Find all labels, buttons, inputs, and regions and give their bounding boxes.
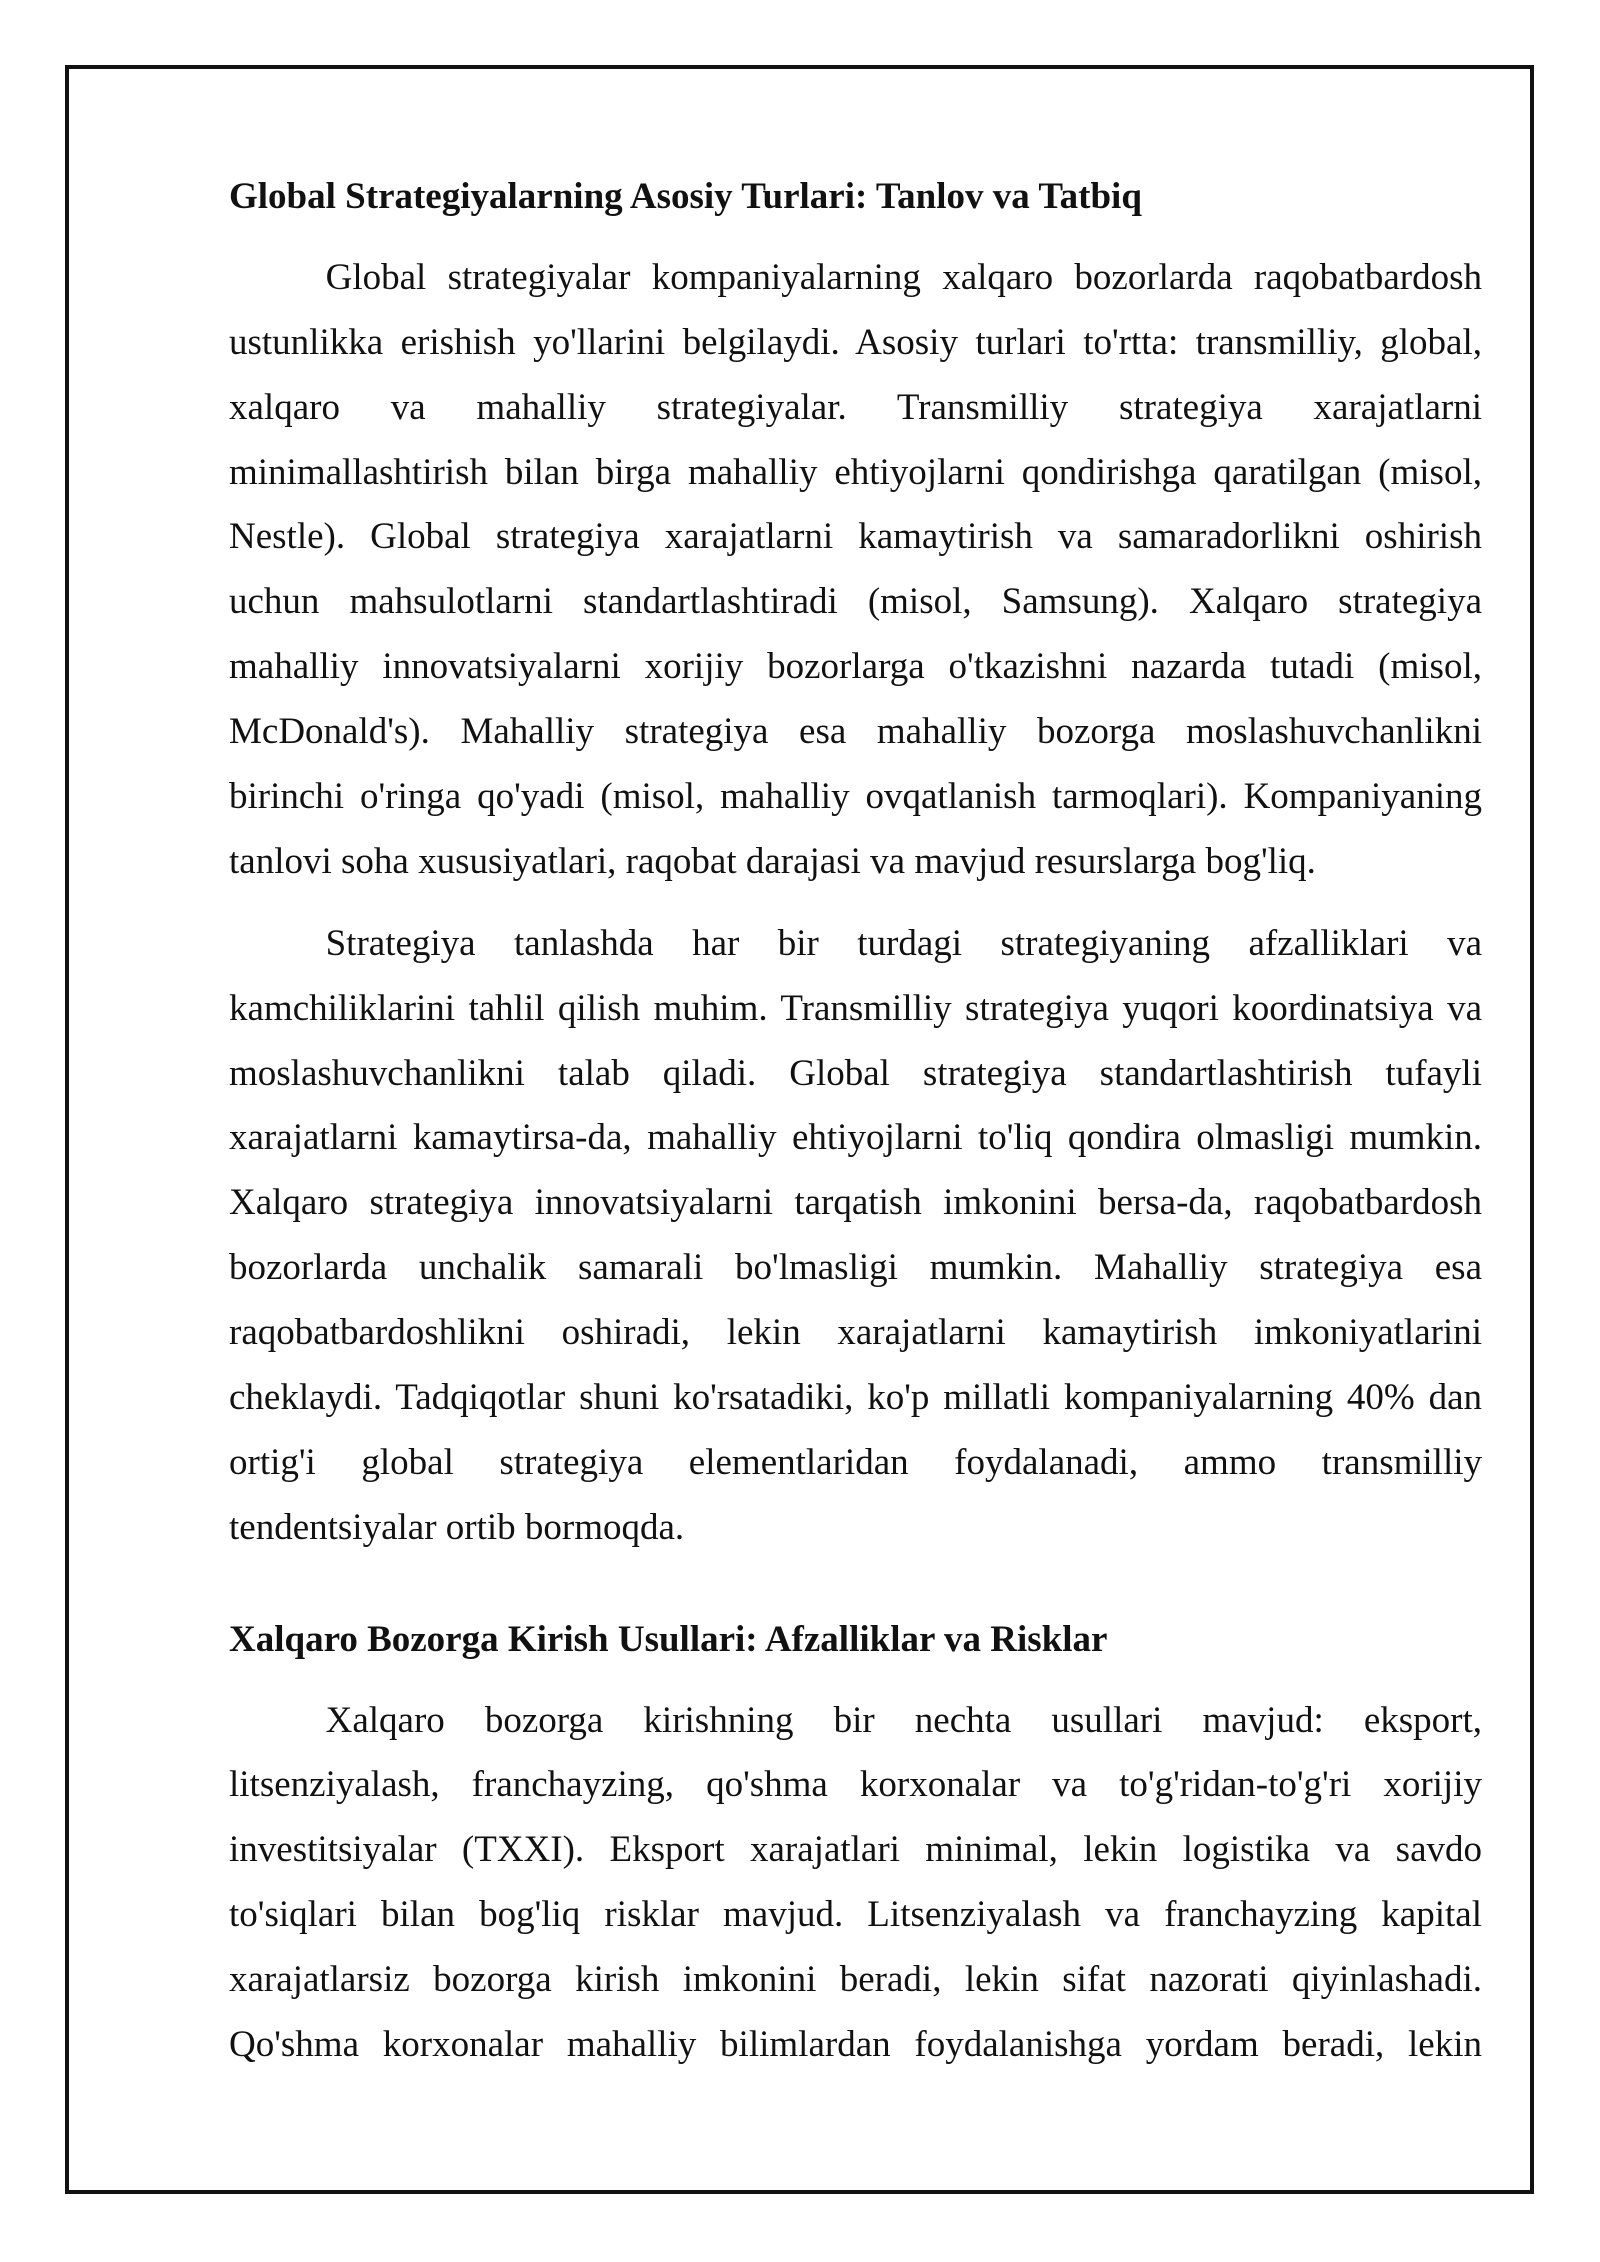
text-line: investitsiyalar (TXXI). Eksport xarajatlari minimal, lekin logistika va savdo <box>229 1829 1482 1871</box>
text-line: moslashuvchanlikni talab qiladi. Global strategiya standartlashtirish tufayli <box>229 1052 1482 1094</box>
section-global-strategies <box>229 165 1482 1561</box>
text-line: tendentsiyalar ortib bormoqda. <box>229 1506 685 1548</box>
text-line: kamchiliklarini tahlil qilish muhim. Transmilliy strategiya yuqori koordinatsiya va <box>229 987 1482 1029</box>
text-line: litsenziyalash, franchayzing, qo'shma korxonalar va to'g'ridan-to'g'ri xorijiy <box>229 1764 1482 1806</box>
text-line: Xalqaro bozorga kirishning bir nechta usullari mavjud: eksport, <box>325 1699 1482 1741</box>
text-line: Strategiya tanlashda har bir turdagi strategiyaning afzalliklari va <box>325 922 1482 964</box>
text-line: birinchi o'ringa qo'yadi (misol, mahalliy ovqatlanish tarmoqlari). Kompaniyaning <box>229 776 1482 818</box>
text-line: xalqaro va mahalliy strategiyalar. Transmilliy strategiya xarajatlarni <box>229 386 1482 428</box>
text-line: McDonald's). Mahalliy strategiya esa mahalliy bozorga moslashuvchanlikni <box>229 711 1482 753</box>
paragraph <box>229 246 1482 895</box>
text-line: ortig'i global strategiya elementlaridan foydalanadi, ammo transmilliy <box>229 1441 1482 1483</box>
section-market-entry <box>229 1608 1482 2078</box>
text-line: raqobatbardoshlikni oshiradi, lekin xarajatlarni kamaytirish imkoniyatlarini <box>229 1312 1482 1354</box>
text-line: minimallashtirish bilan birga mahalliy ehtiyojlarni qondirishga qaratilgan (misol, <box>229 451 1482 493</box>
section-heading: Global Strategiyalarning Asosiy Turlari: Tanlov va Tatbiq <box>229 176 1142 217</box>
text-line: to'siqlari bilan bog'liq risklar mavjud. Litsenziyalash va franchayzing kapital <box>229 1894 1482 1936</box>
text-line: xarajatlarsiz bozorga kirish imkonini beradi, lekin sifat nazorati qiyinlashadi. <box>229 1959 1482 2001</box>
text-line: Xalqaro strategiya innovatsiyalarni tarqatish imkonini bersa-da, raqobatbardosh <box>229 1182 1482 1224</box>
paragraph <box>229 1689 1482 2078</box>
paragraph <box>229 912 1482 1561</box>
text-line: Global strategiyalar kompaniyalarning xalqaro bozorlarda raqobatbardosh <box>325 256 1482 298</box>
text-line: cheklaydi. Tadqiqotlar shuni ko'rsatadiki, ko'p millatli kompaniyalarning 40% dan <box>229 1377 1482 1419</box>
text-line: Nestle). Global strategiya xarajatlarni kamaytirish va samaradorlikni oshirish <box>229 516 1482 558</box>
document-body <box>229 165 1482 2078</box>
text-line: xarajatlarni kamaytirsa-da, mahalliy ehtiyojlarni to'liq qondira olmasligi mumkin. <box>229 1117 1482 1159</box>
text-line: Qo'shma korxonalar mahalliy bilimlardan foydalanishga yordam beradi, lekin <box>229 2024 1482 2066</box>
text-line: tanlovi soha xususiyatlari, raqobat darajasi va mavjud resurslarga bog'liq. <box>229 840 1316 882</box>
section-heading: Xalqaro Bozorga Kirish Usullari: Afzalliklar va Risklar <box>229 1618 1108 1660</box>
text-line: ustunlikka erishish yo'llarini belgilaydi. Asosiy turlari to'rtta: transmilliy, global, <box>229 321 1482 363</box>
text-line: mahalliy innovatsiyalarni xorijiy bozorlarga o'tkazishni nazarda tutadi (misol, <box>229 646 1482 688</box>
text-line: uchun mahsulotlarni standartlashtiradi (misol, Samsung). Xalqaro strategiya <box>229 581 1482 623</box>
text-line: bozorlarda unchalik samarali bo'lmasligi mumkin. Mahalliy strategiya esa <box>229 1247 1482 1289</box>
